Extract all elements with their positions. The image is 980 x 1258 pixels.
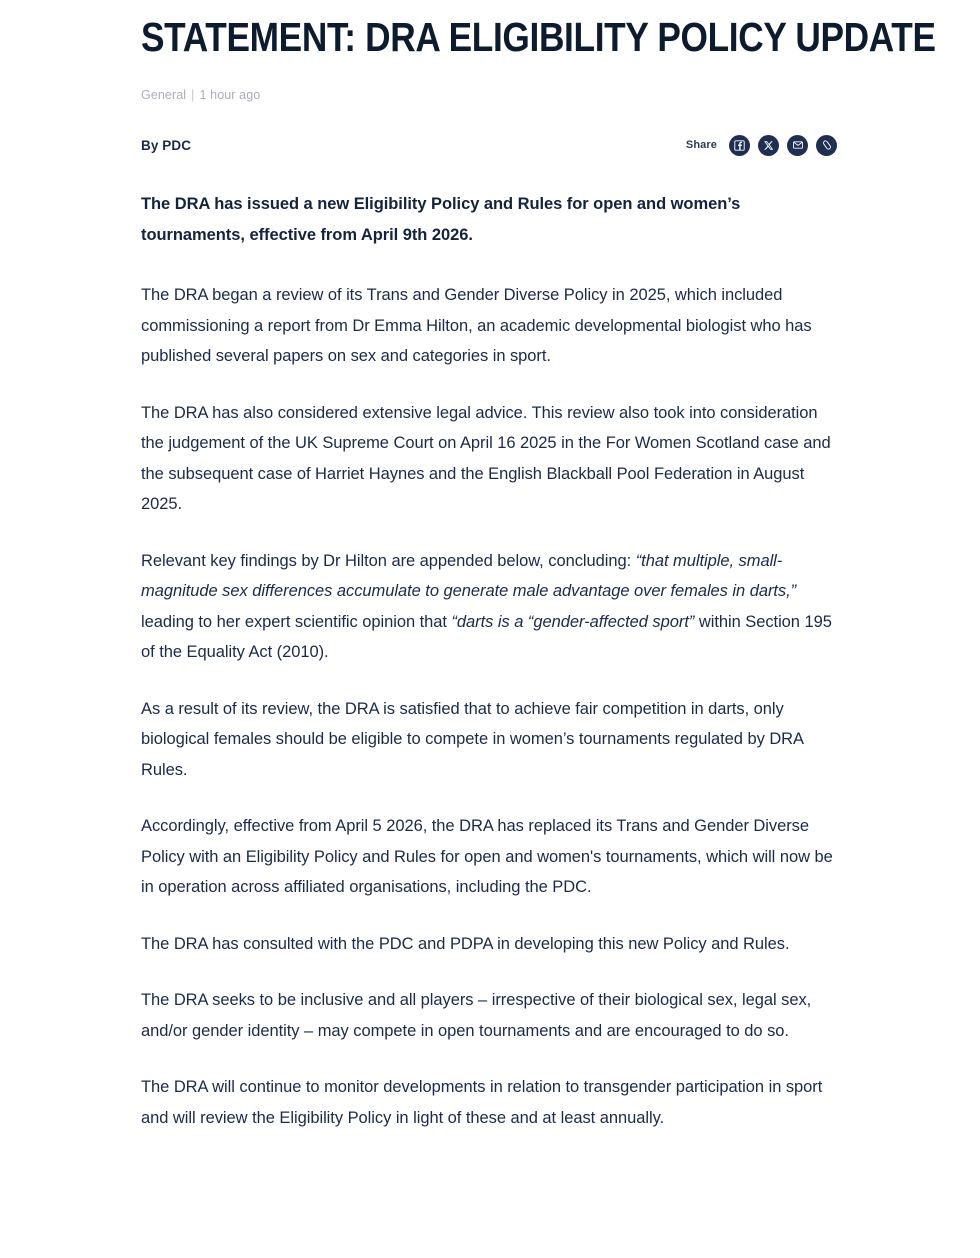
facebook-icon: [733, 139, 746, 152]
body-paragraph: The DRA has also considered extensive legal advice. This review also took into consideration the judgement of the UK Supreme Court on April 16 2025 in the For Women Scotland case and the subsequent case of Harriet Haynes and the English Blackball Pool Federation in August 2025.: [141, 403, 831, 513]
page-title: STATEMENT: DRA ELIGIBILITY POLICY UPDATE: [141, 14, 936, 60]
article-container: [141, 0, 936, 1159]
inline-text: within Section 195 of the Equality Act (2010).: [141, 612, 832, 661]
x-twitter-icon: [763, 140, 774, 151]
link-icon: [821, 139, 833, 151]
article-body: [141, 189, 837, 1133]
share-x-button[interactable]: [758, 135, 779, 156]
body-paragraph: The DRA has consulted with the PDC and PDPA in developing this new Policy and Rules.: [141, 934, 790, 953]
body-paragraph-with-quotes: [141, 546, 837, 668]
body-paragraph: The DRA will continue to monitor developments in relation to transgender participation in sport and will review the Eligibility Policy in light of these and at least annually.: [141, 1078, 823, 1127]
email-icon: [792, 139, 804, 151]
body-paragraph: As a result of its review, the DRA is satisfied that to achieve fair competition in darts, only biological females should be eligible to compete in women’s tournaments regulated by DRA Rules.: [141, 699, 804, 779]
body-paragraph: Accordingly, effective from April 5 2026, the DRA has replaced its Trans and Gender Diverse Policy with an Eligibility Policy and Rules for open and women's tournaments, which will now be in operation across affiliated organisations, including the PDC.: [141, 817, 833, 896]
category-label: General: [141, 88, 187, 102]
byline-share-row: [141, 132, 837, 158]
body-paragraph: The DRA seeks to be inclusive and all players – irrespective of their biological sex, legal sex, and/or gender identity – may compete in open tournaments and are encouraged to do so.: [141, 991, 812, 1040]
share-email-button[interactable]: [787, 135, 808, 156]
body-paragraph: The DRA began a review of its Trans and Gender Diverse Policy in 2025, which included commissioning a report from Dr Emma Hilton, an academic developmental biologist who has published several papers on sex and categories in sport.: [141, 286, 812, 365]
meta-separator: |: [191, 88, 195, 102]
share-group: [686, 135, 837, 156]
share-label: Share: [685, 139, 717, 151]
quoted-italic-text: “that multiple, small-magnitude sex differences accumulate to generate male advantage over females in darts,”: [141, 551, 797, 600]
lead-paragraph: The DRA has issued a new Eligibility Policy and Rules for open and women’s tournaments, effective from April 9th 2026.: [141, 195, 741, 244]
inline-text: Relevant key findings by Dr Hilton are appended below, concluding:: [141, 551, 636, 570]
share-facebook-button[interactable]: [729, 135, 750, 156]
share-copy-link-button[interactable]: [816, 135, 837, 156]
quoted-italic-text: “darts is a “gender-affected sport”: [451, 612, 695, 631]
timestamp: 1 hour ago: [199, 88, 261, 102]
inline-text: leading to her expert scientific opinion that: [141, 612, 452, 631]
article-meta: [141, 87, 837, 103]
byline: By PDC: [141, 137, 192, 153]
